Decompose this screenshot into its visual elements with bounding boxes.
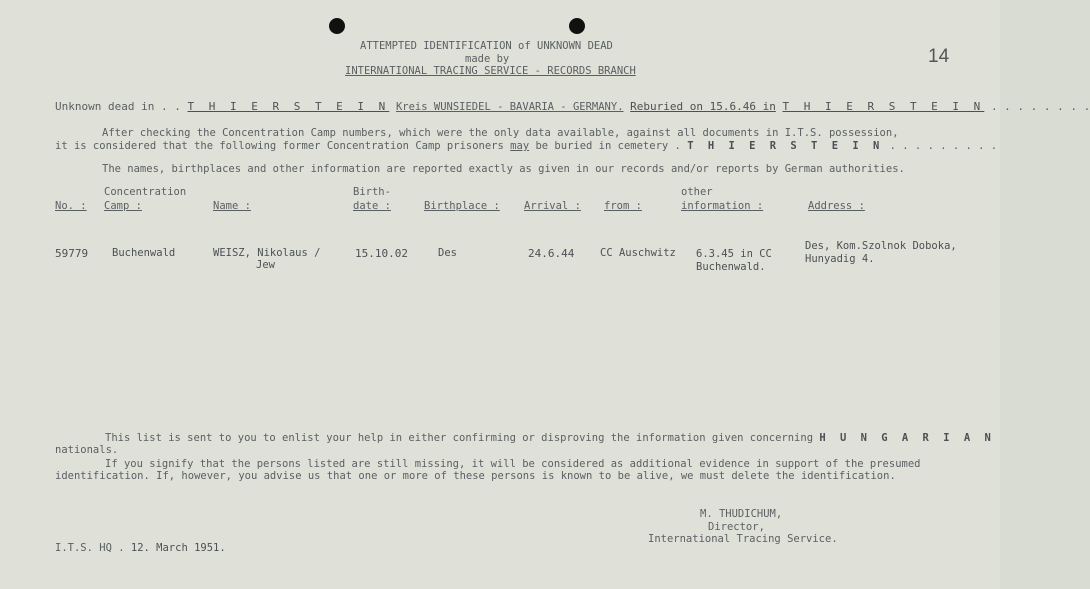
row-other: 6.3.45 in CC	[696, 248, 772, 260]
intro-line-2	[55, 140, 997, 152]
unknown-dead-line	[55, 100, 1090, 113]
col-birthdate-top: Birth-	[353, 186, 391, 198]
reburied-text: Reburied on 15.6.46 in	[630, 100, 776, 113]
closing-p2-line2: identification. If, however, you advise us that one or more of these persons is known to be alive, we must delete the identification.	[55, 470, 896, 482]
intro-line-2-text: it is considered that the following former Concentration Camp prisoners	[55, 140, 504, 152]
col-no: No. :	[55, 200, 87, 212]
col-name: Name :	[213, 200, 251, 212]
col-birthdate: date :	[353, 200, 391, 212]
row-name: WEISZ, Nikolaus /	[213, 247, 321, 259]
col-camp: Camp :	[104, 200, 142, 212]
unknown-dead-prefix: Unknown dead in . .	[55, 100, 181, 113]
row-camp: Buchenwald	[112, 247, 176, 259]
col-from: from :	[604, 200, 642, 212]
col-address: Address :	[808, 200, 865, 212]
row-name-2: Jew	[256, 259, 275, 271]
col-other: information :	[681, 200, 764, 212]
page-number: 14	[928, 46, 950, 67]
header-made-by: made by	[465, 53, 510, 65]
intro-line-3: The names, birthplaces and other information are reported exactly as given in our records and/or reports by German authorities.	[102, 163, 905, 175]
row-address: Des, Kom.Szolnok Doboka,	[805, 240, 957, 252]
punch-hole-left	[329, 18, 345, 34]
date-line-date: 12. March 1951.	[130, 542, 226, 554]
intro-line-2-tail: . . . . . . . . .	[889, 140, 998, 152]
date-line	[55, 542, 226, 554]
punch-hole-right	[569, 18, 585, 34]
col-camp-top: Concentration	[104, 186, 187, 198]
row-no: 59779	[55, 247, 89, 260]
intro-line-2-post: be buried in cemetery .	[535, 140, 681, 152]
closing-p1-line1	[105, 432, 995, 444]
row-arrival: 24.6.44	[528, 247, 575, 260]
unknown-dead-detail: Kreis WUNSIEDEL - BAVARIA - GERMANY.	[395, 101, 624, 113]
closing-nationality: H U N G A R I A N	[819, 432, 995, 444]
col-other-top: other	[681, 186, 713, 198]
intro-line-1: After checking the Concentration Camp numbers, which were the only data available, against all documents in I.T.S. possession,	[102, 127, 899, 139]
intro-may: may	[510, 140, 530, 152]
row-other-2: Buchenwald.	[696, 261, 766, 273]
col-arrival: Arrival :	[524, 200, 581, 212]
closing-p1-line2: nationals.	[55, 444, 119, 456]
signature-org: International Tracing Service.	[648, 533, 838, 545]
date-line-prefix: I.T.S. HQ .	[55, 542, 125, 554]
row-birthdate: 15.10.02	[355, 247, 408, 260]
intro-cemetery: T H I E R S T E I N	[687, 140, 884, 152]
signature-name: M. THUDICHUM,	[700, 508, 783, 520]
signature-title: Director,	[708, 521, 765, 533]
row-birthplace: Des	[438, 247, 457, 259]
header-organization: INTERNATIONAL TRACING SERVICE - RECORDS BRANCH	[345, 65, 636, 77]
reburied-place: T H I E R S T E I N	[782, 100, 985, 113]
unknown-dead-trailing: . . . . . . . .	[990, 100, 1090, 113]
row-address-2: Hunyadig 4.	[805, 253, 875, 265]
closing-p2-line1: If you signify that the persons listed are still missing, it will be considered as additional evidence in support of the presumed	[105, 458, 921, 470]
header-title: ATTEMPTED IDENTIFICATION of UNKNOWN DEAD	[360, 40, 613, 52]
col-birthplace: Birthplace :	[424, 200, 500, 212]
closing-p1-text: This list is sent to you to enlist your help in either confirming or disproving the information given concerning	[105, 432, 814, 444]
row-from: CC Auschwitz	[600, 247, 676, 259]
unknown-dead-place: T H I E R S T E I N	[187, 100, 390, 113]
